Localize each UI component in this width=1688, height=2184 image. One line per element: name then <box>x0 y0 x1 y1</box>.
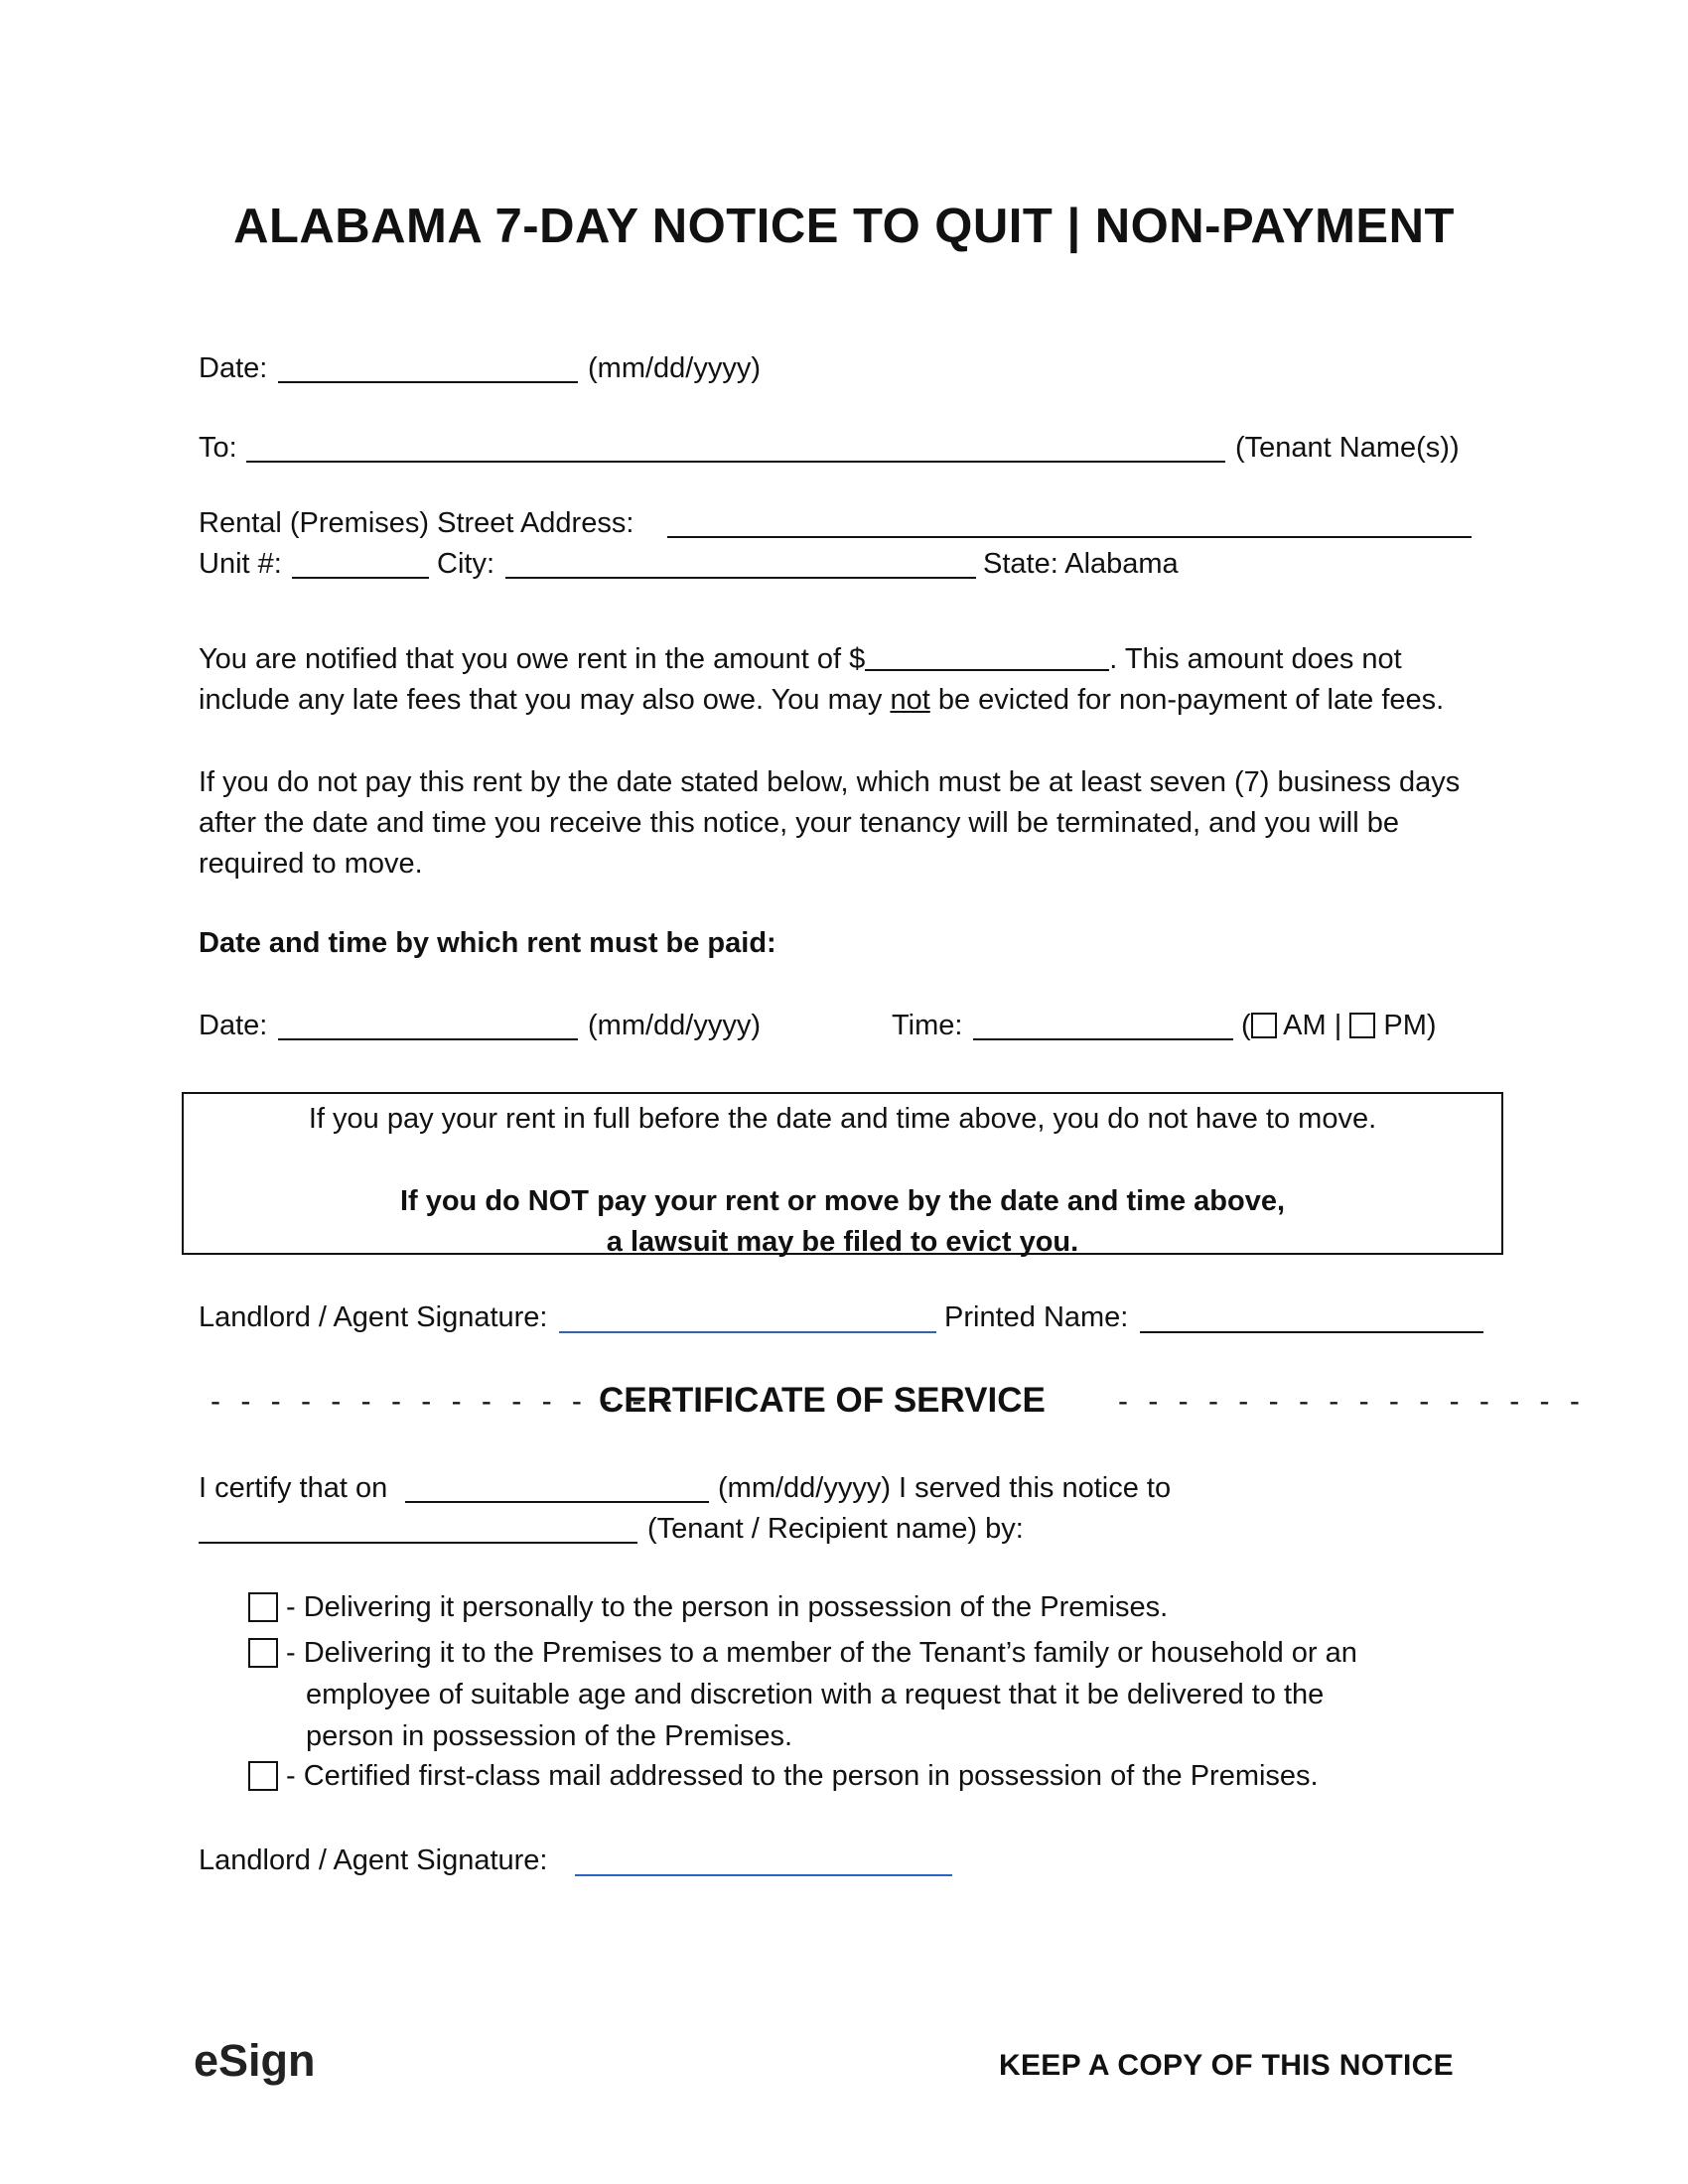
printed-name-label: Printed Name: <box>944 1301 1129 1333</box>
rent-text-4: be evicted for non-payment of late fees. <box>929 684 1445 716</box>
delivery-option-2-line-1: - Delivering it to the Premises to a member of the Tenant’s family or household or an <box>286 1637 1357 1669</box>
tenant-names-hint: (Tenant Name(s)) <box>1235 432 1460 464</box>
unit-label: Unit #: <box>199 548 282 580</box>
rent-text-not: not <box>890 684 930 716</box>
rent-text-3: include any late fees that you may also owe. You may <box>199 684 891 716</box>
recipient-name-field[interactable] <box>199 1542 637 1544</box>
household-delivery-checkbox[interactable] <box>248 1638 278 1668</box>
city-label: City: <box>437 548 494 580</box>
certificate-divider-right: - - - - - - - - - - - - - - - - <box>1118 1385 1586 1418</box>
rent-owed-paragraph <box>199 639 1509 721</box>
notice-date-field[interactable] <box>278 381 578 383</box>
am-checkbox[interactable] <box>1251 1013 1277 1038</box>
pm-checkbox[interactable] <box>1349 1013 1375 1038</box>
street-address-field[interactable] <box>667 536 1472 538</box>
certificate-signature-label: Landlord / Agent Signature: <box>199 1844 548 1876</box>
to-label: To: <box>199 432 237 464</box>
certified-mail-checkbox[interactable] <box>248 1761 278 1791</box>
deadline-date-field[interactable] <box>278 1038 578 1040</box>
warning-bold-text <box>184 1181 1501 1263</box>
address-label: Rental (Premises) Street Address: <box>199 507 634 539</box>
certificate-divider-left: - - - - - - - - - - - - - - - - <box>211 1385 678 1418</box>
tenant-names-field[interactable] <box>246 461 1225 463</box>
warning-box <box>182 1092 1503 1258</box>
delivery-option-2-line-2: employee of suitable age and discretion with a request that it be delivered to the <box>306 1679 1325 1710</box>
rent-text-2: . This amount does not <box>1109 643 1402 675</box>
warning-line-1: If you pay your rent in full before the date and time above, you do not have to move. <box>308 1103 1377 1135</box>
deadline-date-format: (mm/dd/yyyy) <box>588 1010 761 1041</box>
unit-field[interactable] <box>292 577 429 579</box>
date-label: Date: <box>199 352 268 384</box>
warning-line-3: a lawsuit may be filed to evict you. <box>606 1226 1079 1258</box>
service-date-field[interactable] <box>405 1501 709 1503</box>
deadline-time-field[interactable] <box>973 1038 1233 1040</box>
am-pm-group: ( AM | PM) <box>1241 1010 1437 1041</box>
state-label: State: Alabama <box>983 548 1179 580</box>
landlord-signature-field[interactable] <box>559 1331 936 1333</box>
certify-prefix: I certify that on <box>199 1472 388 1504</box>
am-label: AM <box>1283 1010 1327 1041</box>
delivery-option-1-text: - Delivering it personally to the person in possession of the Premises. <box>286 1591 1169 1623</box>
landlord-signature-label: Landlord / Agent Signature: <box>199 1301 548 1333</box>
certificate-heading: CERTIFICATE OF SERVICE <box>599 1381 1046 1420</box>
delivery-option-2-line-3: person in possession of the Premises. <box>306 1720 793 1752</box>
document-title: ALABAMA 7-DAY NOTICE TO QUIT | NON-PAYMENT <box>233 200 1455 253</box>
date-format-hint: (mm/dd/yyyy) <box>588 352 761 384</box>
delivery-option-3-text: - Certified first-class mail addressed to the person in possession of the Premises. <box>286 1760 1319 1792</box>
certificate-signature-field[interactable] <box>575 1874 952 1876</box>
rent-text-1: You are notified that you owe rent in the amount of $ <box>199 643 866 675</box>
recipient-hint: (Tenant / Recipient name) by: <box>647 1513 1024 1545</box>
rent-amount-field[interactable] <box>865 641 1109 671</box>
warning-line-2: If you do NOT pay your rent or move by the date and time above, <box>399 1185 1286 1217</box>
certify-suffix: (mm/dd/yyyy) I served this notice to <box>718 1472 1172 1504</box>
personal-delivery-checkbox[interactable] <box>248 1592 278 1622</box>
keep-copy-note: KEEP A COPY OF THIS NOTICE <box>999 2049 1454 2082</box>
pm-label: PM <box>1383 1010 1427 1041</box>
city-field[interactable] <box>505 577 976 579</box>
deadline-date-label: Date: <box>199 1010 268 1041</box>
printed-name-field[interactable] <box>1140 1331 1483 1333</box>
termination-paragraph: If you do not pay this rent by the date stated below, which must be at least seven (7) business days after the date and time you receive this notice, your tenancy will be terminated, and you will be required to move. <box>199 766 1461 880</box>
time-label: Time: <box>892 1010 963 1041</box>
esign-logo: eSign <box>194 2035 316 2086</box>
deadline-heading: Date and time by which rent must be paid: <box>199 927 776 959</box>
